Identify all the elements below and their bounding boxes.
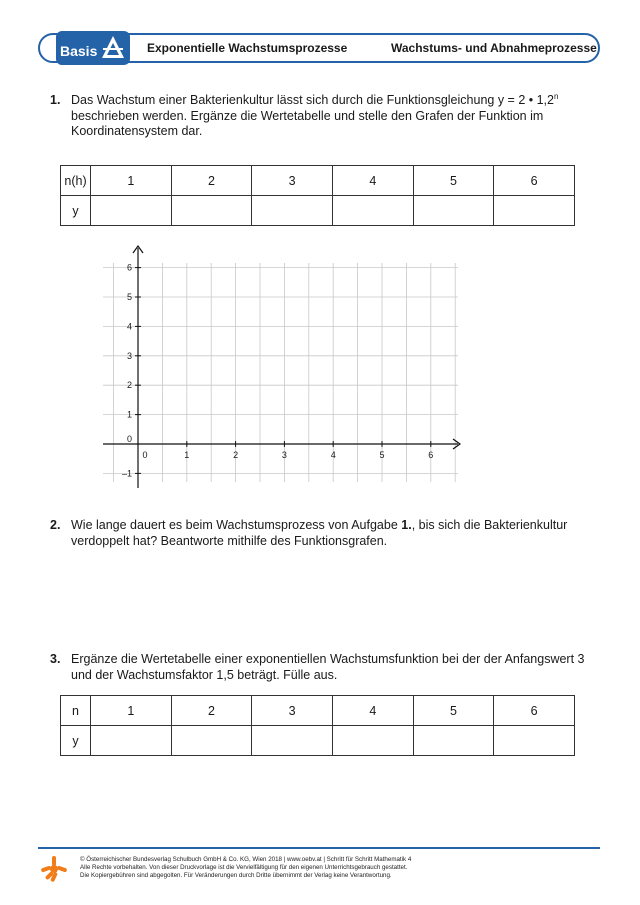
table-cell: 2 (171, 166, 252, 196)
x-tick-label: 4 (330, 450, 336, 460)
answer-cell[interactable] (171, 726, 252, 756)
copyright-notice: © Österreichischer Bundesverlag Schulbuch GmbH & Co. KG, Wien 2018 | www.oebv.at | Schritt für Schritt Mathematik 4 Alle Rechte vorbehalten. Von dieser Druckvorlage ist die Vervielfältigung für den eigenen Unterrichtsgebrauch gestattet. Die Kopiergebühren sind abgegolten. Für Veränderungen durch Dritte übernimmt der Verlag keine Verantwortung. (80, 856, 412, 880)
table-cell: 5 (413, 696, 494, 726)
table-cell: 5 (413, 166, 494, 196)
y-tick-label: 6 (126, 262, 132, 273)
badge-label: Basis (60, 43, 98, 59)
table-cell: 3 (252, 696, 333, 726)
answer-cell[interactable] (494, 726, 575, 756)
worksheet-title: Exponentielle Wachstumsprozesse (147, 41, 348, 55)
table-cell: 2 (171, 696, 252, 726)
task-text: Das Wachstum einer Bakterienkultur lässt sich durch die Funktionsgleichung y = 2 • 1,2$^n$ beschrieben werden. Ergänze die Wertetabelle und stelle den Grafen der Funktion im Koordinatensystem dar. (71, 92, 559, 138)
exponent: n (553, 92, 559, 101)
y-tick-label: 1 (126, 409, 132, 420)
table-cell: 6 (494, 166, 575, 196)
answer-cell[interactable] (413, 726, 494, 756)
task-reference: 1. (401, 518, 412, 532)
x-tick-label: 2 (233, 450, 239, 460)
row-header: n (61, 696, 91, 726)
row-header: n(h) (61, 166, 91, 196)
tick-labels (122, 263, 433, 479)
chapter-title: Wachstums- und Abnahmeprozesse (391, 41, 597, 55)
grid (103, 263, 458, 482)
y-tick-label: 0 (126, 434, 132, 444)
task-text: Wie lange dauert es beim Wachstumsprozess von Aufgabe 1., bis sich die Bakterienkultur verdoppelt hat? Beantworte mithilfe des Funktionsgrafen. (71, 518, 568, 548)
footer-rule (38, 847, 600, 849)
y-tick-label: 3 (126, 350, 132, 361)
table-row (61, 696, 575, 726)
x-tick-label: 6 (428, 450, 434, 460)
table-cell: 4 (332, 166, 413, 196)
y-tick-label: –1 (121, 468, 132, 479)
y-tick-label: 2 (126, 380, 132, 391)
x-tick-label: 0 (142, 450, 148, 460)
table-cell: 1 (91, 166, 172, 196)
task-number: 1. (50, 93, 61, 107)
publisher-logo-icon (40, 855, 68, 883)
answer-cell[interactable] (252, 726, 333, 756)
table-cell: 6 (494, 696, 575, 726)
answer-cell[interactable] (332, 726, 413, 756)
x-tick-label: 1 (184, 450, 190, 460)
table-cell: 4 (332, 696, 413, 726)
task-text: Ergänze die Wertetabelle einer exponentiellen Wachstumsfunktion bei der der Anfangswert 3 und der Wachstumsfaktor 1,5 beträgt. Fülle aus. (71, 652, 585, 682)
table-cell: 1 (91, 696, 172, 726)
y-tick-label: 4 (126, 321, 132, 332)
row-header: y (61, 726, 91, 756)
table-cell: 3 (252, 166, 333, 196)
value-table-3 (60, 695, 575, 756)
x-tick-label: 3 (281, 450, 287, 460)
task-number: 2. (50, 518, 61, 532)
row-header: y (61, 196, 91, 226)
table-row (61, 726, 575, 756)
x-tick-label: 5 (379, 450, 385, 460)
task-number: 3. (50, 652, 61, 666)
answer-cell[interactable] (91, 726, 172, 756)
y-tick-label: 5 (126, 292, 132, 302)
